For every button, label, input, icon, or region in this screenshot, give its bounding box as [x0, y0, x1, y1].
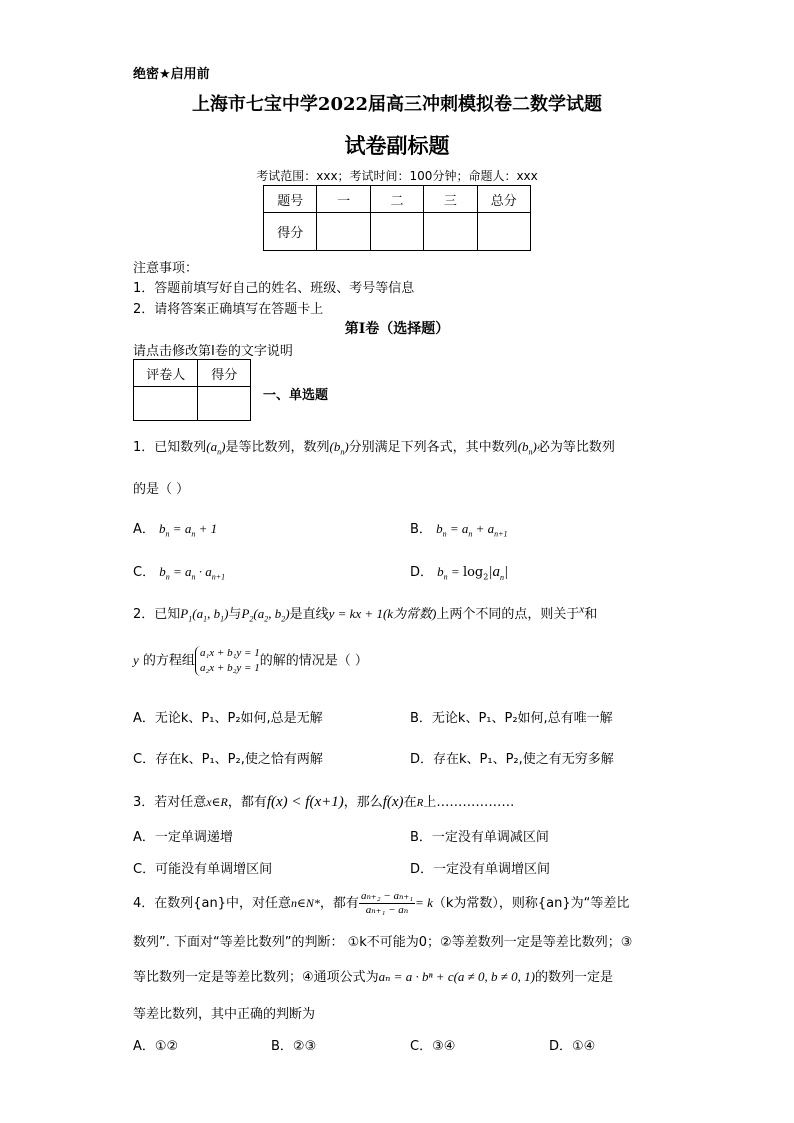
note-item: 2．请将答案正确填写在答题卡上	[133, 302, 324, 317]
section-title: 一、单选题	[263, 388, 329, 403]
q3-option-a[interactable]: A．一定单调递增	[133, 830, 233, 845]
q2-option-c[interactable]: C．存在k、P₁、P₂,使之恰有两解	[133, 752, 323, 767]
question-4-line4: 等差比数列，其中正确的判断为	[133, 1007, 316, 1022]
question-1-line2: 的是（ ）	[133, 482, 190, 497]
score-table-header: 二	[370, 186, 423, 213]
score-row-label: 得分	[264, 213, 317, 251]
grader-header: 得分	[198, 360, 251, 387]
score-table-header: 题号	[264, 186, 317, 213]
q3-option-b[interactable]: B．一定没有单调减区间	[410, 830, 549, 845]
q4-option-d[interactable]: D．①④	[549, 1039, 596, 1054]
part1-instruction[interactable]: 请点击修改第I卷的文字说明	[133, 344, 293, 359]
question-1-stem: 1．已知数列$(a_n)$是等比数列，数列$(b_n)$分别满足下列各式，其中数列$(b_n)$必为等比数列	[133, 439, 615, 457]
question-4-line2: 数列”. 下面对“等差比数列”的判断： ①k不可能为0；②等差数列一定是等差比数列；③	[133, 935, 633, 950]
question-4-stem: 4．在数列{an}中，对任意n∈N*，都有 $\frac{\text{aₙ₊₂ − aₙ₊₁}}{\text{aₙ₊₁ − aₙ}}$ = k（k为常数），则称{an}为“等差比	[133, 890, 630, 916]
grader-table	[133, 359, 251, 421]
q2-option-a[interactable]: A．无论k、P₁、P₂如何,总是无解	[133, 711, 323, 726]
grader-header: 评卷人	[134, 360, 198, 387]
q4-option-b[interactable]: B．②③	[271, 1039, 317, 1054]
score-cell[interactable]	[370, 213, 423, 251]
q2-option-b[interactable]: B．无论k、P₁、P₂如何,总有唯一解	[410, 711, 613, 726]
note-item: 1．答题前填写好自己的姓名、班级、考号等信息	[133, 281, 415, 296]
question-2-line2: y 的方程组 a₁x + b₁y = 1 a₂x + b₂y = 1 的解的情况是（ ）	[133, 647, 368, 674]
secret-label: 绝密★启用前	[133, 67, 210, 82]
part1-title: 第I卷（选择题）	[344, 321, 450, 337]
score-table-header: 一	[317, 186, 370, 213]
exam-info: 考试范围：xxx；考试时间：100分钟；命题人：xxx	[256, 169, 538, 183]
score-table-header: 三	[424, 186, 477, 213]
q3-option-d[interactable]: D．一定没有单调增区间	[410, 862, 551, 877]
score-cell[interactable]	[477, 213, 530, 251]
q1-option-c[interactable]: C． $b_n = a_n \cdot a_{n+1}$	[133, 564, 226, 582]
q1-option-b[interactable]: B． $b_n = a_n + a_{n+1}$	[410, 521, 508, 539]
q4-option-c[interactable]: C．③④	[410, 1039, 456, 1054]
fraction: $\frac{\text{aₙ₊₂ − aₙ₊₁}}{\text{aₙ₊₁ − aₙ}}$	[360, 890, 414, 916]
q3-option-c[interactable]: C．可能没有单调增区间	[133, 862, 273, 877]
score-table	[263, 185, 531, 251]
question-2-stem: 2．已知$P_1(a_1$, $b_1$)与$P_2(a_2$, $b_2$)是直线y = kx + 1(k为常数)上两个不同的点，则关于$^x$和	[133, 603, 598, 624]
q4-option-a[interactable]: A．①②	[133, 1039, 179, 1054]
score-cell[interactable]	[424, 213, 477, 251]
q2-option-d[interactable]: D．存在k、P₁、P₂,使之有无穷多解	[410, 752, 614, 767]
score-table-header: 总分	[477, 186, 530, 213]
grader-cell[interactable]	[198, 387, 251, 421]
notes-title: 注意事项：	[133, 261, 199, 276]
q1-option-a[interactable]: A． $b_n = a_n + 1$	[133, 521, 218, 539]
exam-title: 上海市七宝中学2022届高三冲刺模拟卷二数学试题	[191, 94, 603, 115]
equation-system: a₁x + b₁y = 1 a₂x + b₂y = 1	[195, 646, 260, 676]
grader-cell[interactable]	[134, 387, 198, 421]
q1-option-d[interactable]: D． $b_n = \log_2|a_n|$	[410, 564, 509, 582]
question-4-line3: 等比数列一定是等差比数列；④通项公式为aₙ = a · bⁿ + c(a ≠ 0, b ≠ 0, 1)的数列一定是	[133, 969, 614, 985]
question-3-stem: 3．若对任意x∈R，都有f(x) < f(x+1)，那么f(x)在R上………………	[133, 794, 515, 810]
score-cell[interactable]	[317, 213, 370, 251]
exam-subtitle: 试卷副标题	[344, 133, 450, 158]
